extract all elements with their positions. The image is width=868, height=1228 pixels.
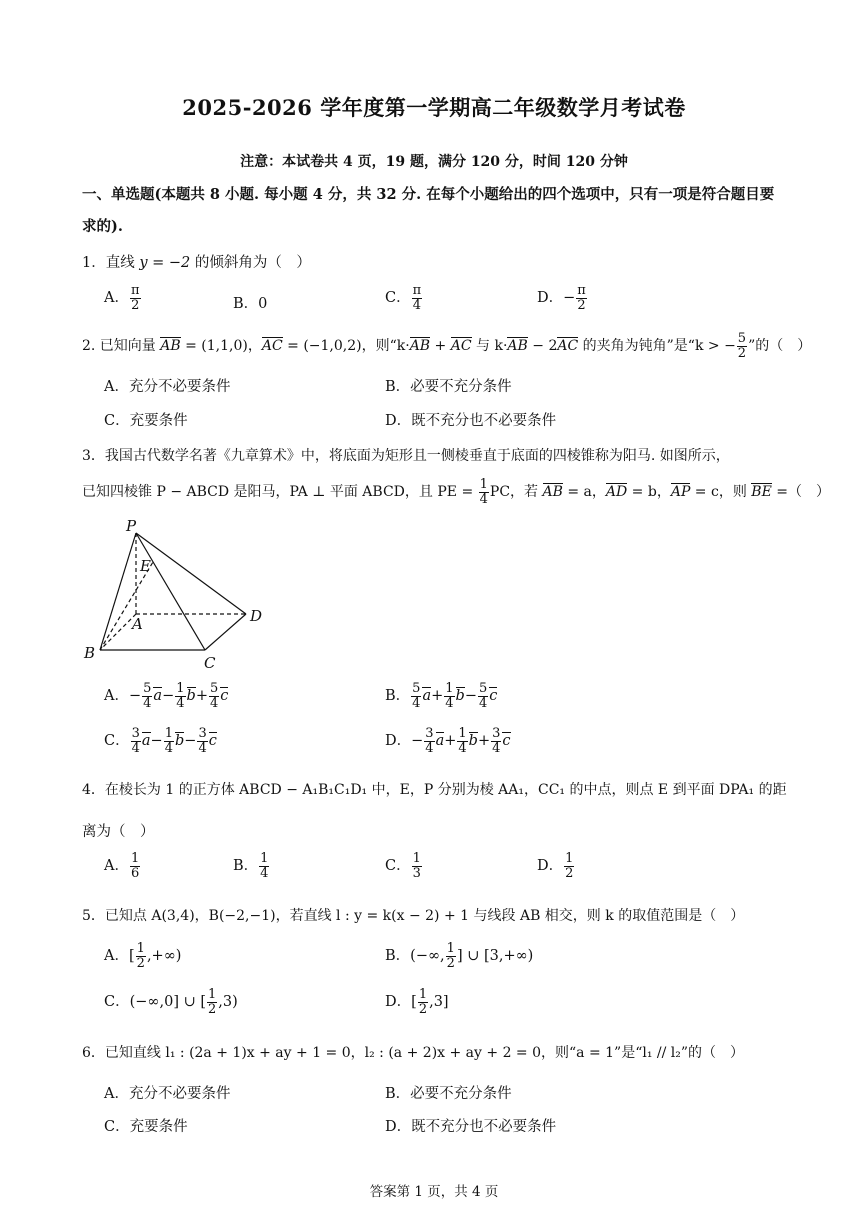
q1-option-c[interactable]: C． $\frac{\pi}{4}$ [385,283,422,313]
q2-option-a[interactable]: A．充分不必要条件 [104,379,231,395]
edge-pb [100,533,136,650]
q4-option-c[interactable]: C． $\frac{1}{3}$ [385,851,421,881]
q2-option-d[interactable]: D．既不充分也不必要条件 [385,413,557,429]
q5-option-c[interactable]: C．(−∞,0] ∪ [ $\frac{1}{2}$ ,3) [104,987,238,1017]
q6-option-d[interactable]: D．既不充分也不必要条件 [385,1119,557,1135]
segment-be [100,562,153,650]
q3-option-b[interactable]: B． $\frac{5}{4}$ a+ $\frac{1}{4}$ b− $\frac{5}{4}$ c [385,681,498,711]
q4-option-b[interactable]: B． $\frac{1}{4}$ [233,851,269,881]
label-p: P [126,517,137,535]
question-1-stem: 1．直线 y = −2 的倾斜角为（ ） [82,255,311,271]
label-a: A [132,615,143,633]
question-2-stem: 2. 已知向量 AB = (1,1,0)，AC = (−1,0,2)，则“k·AB + AC 与 k·AB − 2AC 的夹角为钝角”是“k > − $\frac{5}{2}$ ”的（ ） [82,331,812,361]
q1-option-b[interactable]: B．0 [233,296,268,312]
question-3-stem-line1: 3．我国古代数学名著《九章算术》中，将底面为矩形且一侧棱垂直于底面的四棱锥称为阳马. 如图所示， [82,448,730,464]
question-6-stem: 6．已知直线 l₁ : (2a + 1)x + ay + 1 = 0，l₂ : (a + 2)x + ay + 2 = 0，则“a = 1”是“l₁ // l₂”的（ ） [82,1045,745,1061]
section-heading-line1: 一、单选题(本题共 8 小题. 每小题 4 分，共 32 分. 在每个小题给出的四个选项中，只有一项是符合题目要 [82,186,775,203]
q4-option-a[interactable]: A． $\frac{1}{6}$ [104,851,140,881]
q6-option-b[interactable]: B．必要不充分条件 [385,1086,512,1102]
q1-option-a[interactable]: A． $\frac{\pi}{2}$ [104,283,140,313]
q5-option-d[interactable]: D．[ $\frac{1}{2}$ ,3] [385,987,449,1017]
pyramid-figure [80,515,280,675]
q6-option-a[interactable]: A．充分不必要条件 [104,1086,231,1102]
page-title: 2025-2026 学年度第一学期高二年级数学月考试卷 [182,95,686,120]
q3-option-a[interactable]: A．− $\frac{5}{4}$ a− $\frac{1}{4}$ b+ $\frac{5}{4}$ c [104,681,229,711]
question-4-stem-line1: 4．在棱长为 1 的正方体 ABCD − A₁B₁C₁D₁ 中，E，P 分别为棱 AA₁，CC₁ 的中点，则点 E 到平面 DPA₁ 的距 [82,782,787,798]
q3-option-c[interactable]: C． $\frac{3}{4}$ a− $\frac{1}{4}$ b− $\frac{3}{4}$ c [104,726,217,756]
label-c: C [204,654,216,672]
edge-pd [136,533,246,614]
q1-option-d[interactable]: D．− $\frac{\pi}{2}$ [537,283,586,313]
q6-option-c[interactable]: C．充要条件 [104,1119,188,1135]
edge-pc [136,533,205,650]
edge-cd [205,614,246,650]
q2-option-b[interactable]: B．必要不充分条件 [385,379,512,395]
q5-option-a[interactable]: A．[ $\frac{1}{2}$ ,+∞) [104,941,182,971]
exam-notice: 注意：本试卷共 4 页，19 题，满分 120 分，时间 120 分钟 [240,154,628,170]
question-4-stem-line2: 离为（ ） [82,824,155,840]
label-b: B [84,644,96,662]
q3-option-d[interactable]: D．− $\frac{3}{4}$ a+ $\frac{1}{4}$ b+ $\frac{3}{4}$ c [385,726,511,756]
q4-option-d[interactable]: D． $\frac{1}{2}$ [537,851,574,881]
question-5-stem: 5．已知点 A(3,4)，B(−2,−1)，若直线 l : y = k(x − 2) + 1 与线段 AB 相交，则 k 的取值范围是（ ） [82,908,745,924]
label-e: E [140,557,151,575]
question-3-stem-line2: 已知四棱锥 P − ABCD 是阳马，PA ⊥ 平面 ABCD，且 PE = $\frac{1}{4}$ PC，若 AB = a，AD = b，AP = c，则 BE =（ ） [82,477,830,507]
q5-option-b[interactable]: B．(−∞, $\frac{1}{2}$ ] ∪ [3,+∞) [385,941,534,971]
section-heading-line2: 求的). [82,218,123,235]
page-footer: 答案第 1 页，共 4 页 [369,1184,499,1200]
q2-option-c[interactable]: C．充要条件 [104,413,188,429]
label-d: D [250,607,263,625]
